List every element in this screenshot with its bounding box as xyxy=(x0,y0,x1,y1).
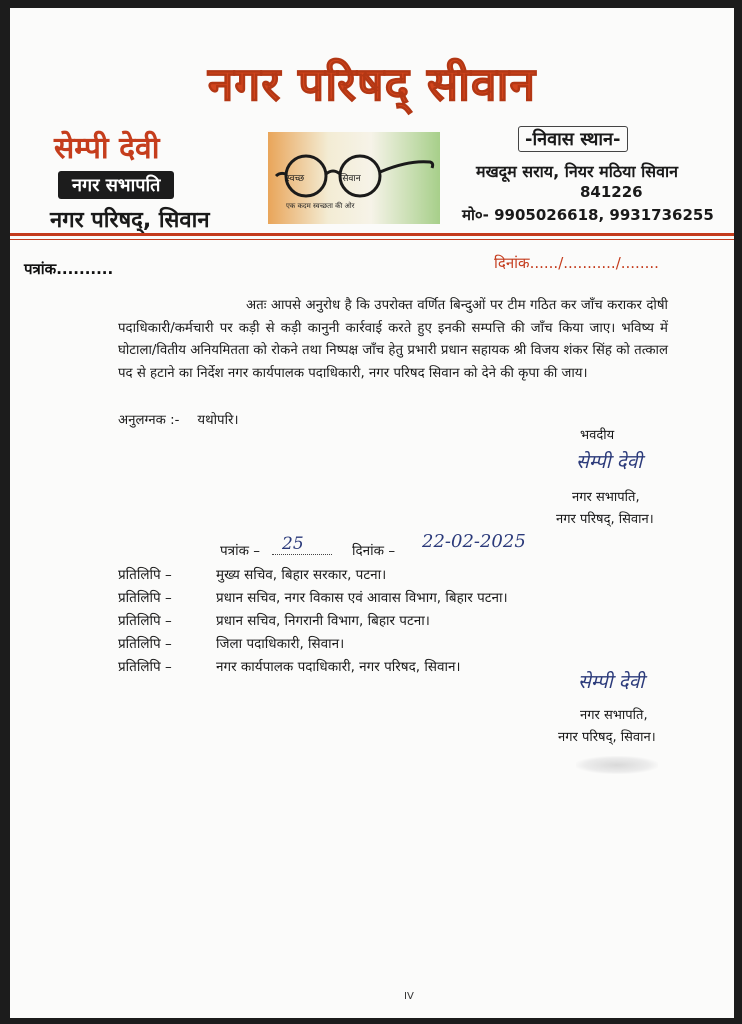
letter-date-label: दिनांक – xyxy=(352,543,396,559)
copy-to-row xyxy=(118,611,430,629)
date-field: दिनांक....../.........../........ xyxy=(494,254,659,272)
copy-to-row xyxy=(118,588,508,606)
letter-body: अतः आपसे अनुरोध है कि उपरोक्त वर्णित बिन्दुओं पर टीम गठित कर जाँच कराकर दोषी पदाधिकारी/कर्मचारी पर कड़ी से कड़ी कानुनी कार्रवाई करते हुए इनकी सम्पत्ति की जाँच किया जाए। भविष्य में घोटाला/वितीय अनियमितता को रोकने तथा निष्पक्ष जाँच हेतु प्रभारी प्रधान सहायक श्री विजय शंकर सिंह को तत्काल पद से हटाने का निर्देश नगर कार्यपालक पदाधिकारी, नगर परिषद सिवान को देने की कृपा की जाय। xyxy=(118,298,668,381)
letter-page xyxy=(10,8,734,1018)
copy-to-label: प्रतिलिपि – xyxy=(118,659,172,675)
closing-salutation: भवदीय xyxy=(580,428,615,443)
post-badge: नगर सभापति xyxy=(58,171,174,199)
address-pin: 841226 xyxy=(580,183,643,201)
logo-caption-right: सिवान xyxy=(340,174,361,184)
copy-to-label: प्रतिलिपि – xyxy=(118,590,172,606)
letterhead-title: नगर परिषद् सीवान xyxy=(207,57,537,111)
swachh-logo xyxy=(268,132,440,224)
copy-to-label: प्रतिलिपि – xyxy=(118,567,172,583)
residence-title: -निवास स्थान- xyxy=(518,126,628,152)
copy-to-row xyxy=(118,634,344,652)
header-rule xyxy=(10,233,734,236)
signature: सेम्पी देवी xyxy=(578,671,645,693)
copy-to-recipient: नगर कार्यपालक पदाधिकारी, नगर परिषद, सिवान। xyxy=(216,659,461,675)
office-name: नगर परिषद्, सिवान xyxy=(50,208,210,233)
enclosure-value: यथोपरि। xyxy=(197,413,239,428)
copy-to-label: प्रतिलिपि – xyxy=(118,613,172,629)
address-line: मखदूम सराय, नियर मठिया सिवान xyxy=(476,162,679,181)
logo-tagline: एक कदम स्वच्छता की ओर xyxy=(286,202,355,210)
signatory-office: नगर परिषद्, सिवान। xyxy=(556,512,654,527)
enclosure-label: अनुलग्नक :- xyxy=(118,413,180,428)
header-rule-thin xyxy=(10,239,734,240)
page-number: IV xyxy=(404,991,414,1002)
logo-caption-left: स्वच्छ xyxy=(286,174,305,184)
copy-to-label: प्रतिलिपि – xyxy=(118,636,172,652)
copy-to-row xyxy=(118,565,386,583)
copy-to-recipient: मुख्य सचिव, बिहार सरकार, पटना। xyxy=(216,567,387,583)
signature: सेम्पी देवी xyxy=(576,451,643,473)
reference-number-field: पत्रांक.......... xyxy=(24,260,114,278)
phone-numbers: मो०- 9905026618, 9931736255 xyxy=(462,206,714,224)
enclosure xyxy=(118,410,239,428)
copy-to-recipient: प्रधान सचिव, नगर विकास एवं आवास विभाग, बिहार पटना। xyxy=(216,590,508,606)
letter-date: 22-02-2025 xyxy=(422,531,526,552)
letter-number-label: पत्रांक – xyxy=(220,543,261,559)
letter-number: 25 xyxy=(282,534,304,554)
letter-number-underline xyxy=(272,554,332,555)
chairperson-name: सेम्पी देवी xyxy=(54,131,160,166)
signatory-designation: नगर सभापति, xyxy=(580,708,648,723)
copy-to-row xyxy=(118,657,461,675)
signatory-office: नगर परिषद्, सिवान। xyxy=(558,730,656,745)
faded-stamp xyxy=(576,756,658,774)
copy-to-recipient: प्रधान सचिव, निगरानी विभाग, बिहार पटना। xyxy=(216,613,430,629)
copy-to-recipient: जिला पदाधिकारी, सिवान। xyxy=(216,636,345,652)
signatory-designation: नगर सभापति, xyxy=(572,490,640,505)
